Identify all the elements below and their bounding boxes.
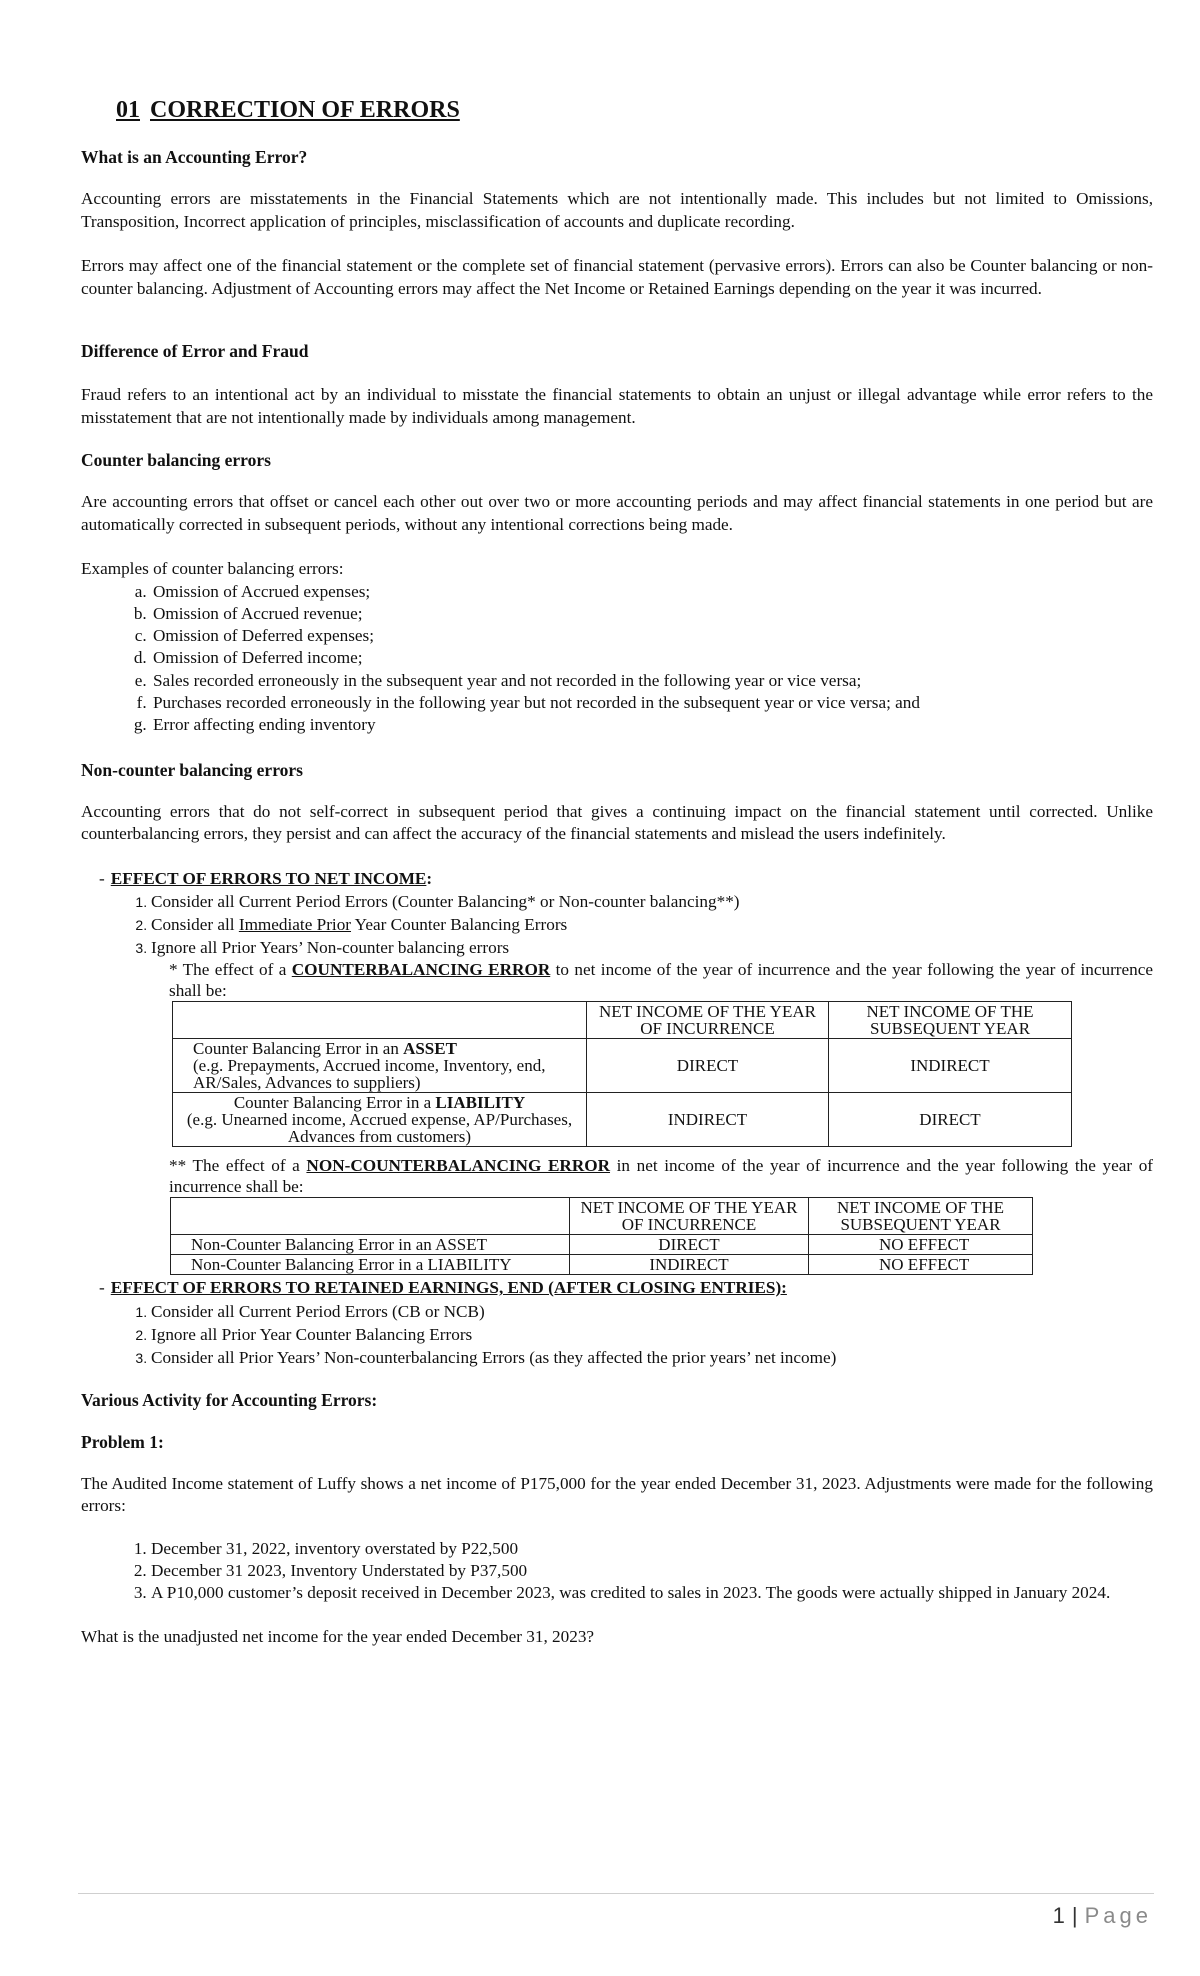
title-number: 01 [116,97,140,123]
retained-earnings-heading: - EFFECT OF ERRORS TO RETAINED EARNINGS, END (AFTER CLOSING ENTRIES): [99,1278,787,1298]
list-item: 1. Consider all Current Period Errors (CB or NCB) [151,1300,1153,1323]
table-row [171,1255,1033,1275]
footer-divider [78,1893,1154,1894]
list-item: 1. Consider all Current Period Errors (Counter Balancing* or Non-counter balancing**) [151,890,1153,913]
paragraph-non-counter-balancing-definition: Accounting errors that do not self-correct in subsequent period that gives a continuing impact on the financial statement until corrected. Unlike counterbalancing errors, they persist and can affect the accuracy of the financial statements and mislead the users indefinitely. [81,801,1153,844]
table-cell: INDIRECT [570,1255,809,1275]
paragraph-accounting-error-definition: Accounting errors are misstatements in the Financial Statements which are not intentionally made. This includes but not limited to Omissions, Transposition, Incorrect application of principles, misclassification of accounts and duplicate recording. [81,189,1153,231]
table-cell: Counter Balancing Error in an ASSET (e.g. Prepayments, Accrued income, Inventory, end, AR/Sales, Advances to suppliers) [173,1039,587,1093]
table-header-cell: NET INCOME OF THE YEAR OF INCURRENCE [570,1198,809,1235]
table-header-cell: NET INCOME OF THE YEAR OF INCURRENCE [587,1002,829,1039]
list-item: d. Omission of Deferred income; [151,647,1153,669]
list-item: 3. Ignore all Prior Years’ Non-counter balancing errors [151,936,1153,959]
list-item: 2. December 31 2023, Inventory Understated by P37,500 [151,1560,1153,1582]
list-item: 2. Consider all Immediate Prior Year Counter Balancing Errors [151,913,1153,936]
section-heading-activities: Various Activity for Accounting Errors: [81,1389,378,1410]
list-item: c. Omission of Deferred expenses; [151,625,1153,647]
problem-question: What is the unadjusted net income for the year ended December 31, 2023? [81,1627,595,1647]
table-row [173,1002,1072,1039]
counterbalancing-note: * The effect of a COUNTERBALANCING ERROR to net income of the year of incurrence and the year following the year of incurrence shall be: [169,960,1153,1001]
table-cell: Counter Balancing Error in a LIABILITY (e.g. Unearned income, Accrued expense, AP/Purchases, Advances from customers) [173,1093,587,1147]
table-cell: NO EFFECT [809,1255,1033,1275]
problem-statement: The Audited Income statement of Luffy shows a net income of P175,000 for the year ended December 31, 2023. Adjustments were made for the following errors: [81,1473,1153,1516]
problem-label: Problem 1: [81,1431,164,1452]
table-row [173,1093,1072,1147]
non-counterbalancing-note: ** The effect of a NON-COUNTERBALANCING ERROR in net income of the year of incurrence and the year following the year of incurrence shall be: [169,1156,1154,1197]
list-item: a. Omission of Accrued expenses; [151,581,1153,603]
paragraph-fraud-definition: Fraud refers to an intentional act by an individual to misstate the financial statements to obtain an unjust or illegal advantage while error refers to the misstatement that are not intentionally made by individuals among management. [81,385,1153,427]
table-cell: DIRECT [587,1039,829,1093]
counter-balancing-examples-list [81,581,1153,737]
list-item: 2. Ignore all Prior Year Counter Balancing Errors [151,1323,1153,1346]
retained-earnings-rules-list [81,1300,1153,1369]
net-income-rules-list [81,890,1153,959]
examples-label: Examples of counter balancing errors: [81,559,344,578]
list-item: f. Purchases recorded erroneously in the following year but not recorded in the subsequent year or vice versa; and [151,692,1153,714]
document-page [81,96,1153,1649]
table-cell: INDIRECT [829,1039,1072,1093]
title-text: CORRECTION OF ERRORS [150,97,460,123]
list-item: 3. A P10,000 customer’s deposit received in December 2023, was credited to sales in 2023. The goods were actually shipped in January 2024. [151,1582,1153,1604]
table-cell: INDIRECT [587,1093,829,1147]
table-cell: Non-Counter Balancing Error in an ASSET [171,1235,570,1255]
table-row [171,1198,1033,1235]
section-heading-counter-balancing: Counter balancing errors [81,450,271,470]
page-title [116,96,1153,124]
counterbalancing-effect-table [172,1001,1072,1147]
section-heading-error-vs-fraud: Difference of Error and Fraud [81,341,309,361]
paragraph-errors-effects: Errors may affect one of the financial statement or the complete set of financial statement (pervasive errors). Errors can also be Counter balancing or non-counter balancing. Adjustment of Accounting errors may affect the Net Income or Retained Earnings depending on the year it was incurred. [81,256,1153,298]
paragraph-counter-balancing-definition: Are accounting errors that offset or cancel each other out over two or more accounting periods and may affect financial statements in one period but are automatically corrected in subsequent periods, without any intentional corrections being made. [81,492,1153,534]
net-income-heading: - EFFECT OF ERRORS TO NET INCOME: [99,868,433,888]
list-item: b. Omission of Accrued revenue; [151,603,1153,625]
table-row [171,1235,1033,1255]
table-header-cell: NET INCOME OF THE SUBSEQUENT YEAR [809,1198,1033,1235]
list-item: 3. Consider all Prior Years’ Non-counterbalancing Errors (as they affected the prior years’ net income) [151,1346,1153,1369]
table-row [173,1039,1072,1093]
list-item: e. Sales recorded erroneously in the subsequent year and not recorded in the following year or vice versa; [151,670,1153,692]
section-heading-non-counter-balancing: Non-counter balancing errors [81,759,303,780]
list-item: g. Error affecting ending inventory [151,714,1153,736]
table-header-cell: NET INCOME OF THE SUBSEQUENT YEAR [829,1002,1072,1039]
table-cell: Non-Counter Balancing Error in a LIABILITY [171,1255,570,1275]
problem-errors-list [81,1538,1153,1605]
non-counterbalancing-effect-table [170,1197,1033,1275]
table-cell: DIRECT [829,1093,1072,1147]
page-number: 1 | Page [1052,1903,1152,1928]
table-cell: NO EFFECT [809,1235,1033,1255]
table-cell: DIRECT [570,1235,809,1255]
section-heading-accounting-error: What is an Accounting Error? [81,147,308,167]
list-item: 1. December 31, 2022, inventory overstated by P22,500 [151,1538,1153,1560]
